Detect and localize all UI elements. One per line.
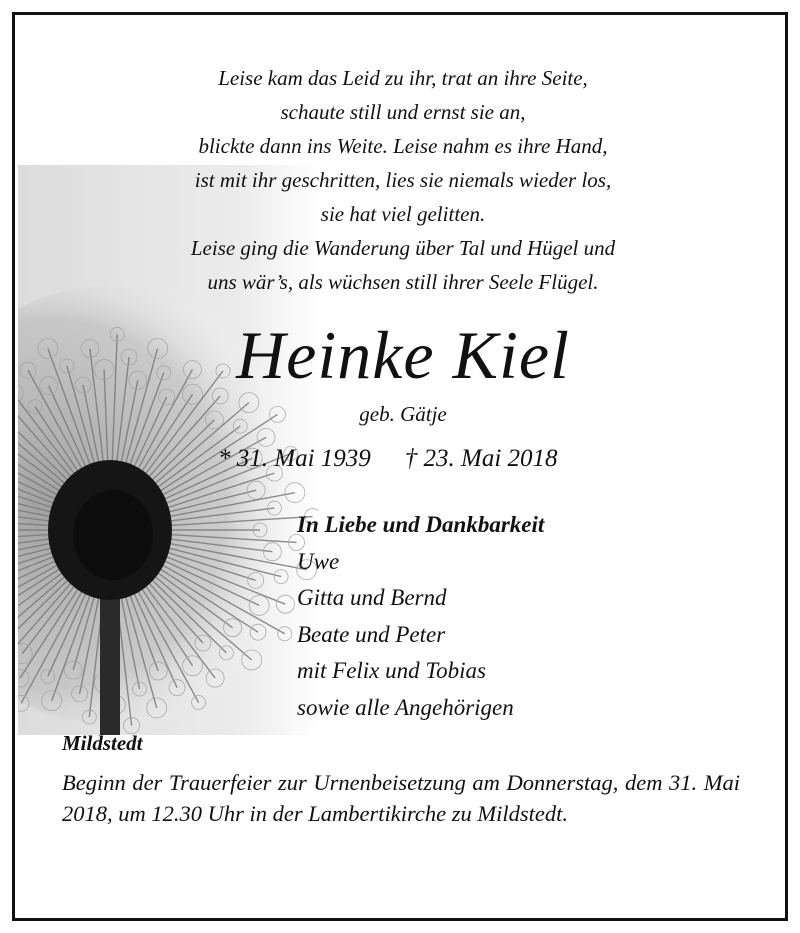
death-date: † 23. Mai 2018 xyxy=(404,445,558,472)
poem-line: ist mit ihr geschritten, lies sie niemals wieder los, xyxy=(194,168,612,192)
obituary-frame xyxy=(12,12,788,921)
poem-line: Leise ging die Wanderung über Tal und Hügel und xyxy=(190,236,616,260)
mourner-name: Gitta und Bernd xyxy=(297,585,447,610)
poem-line: blickte dann ins Weite. Leise nahm es ihre Hand, xyxy=(198,134,608,158)
life-dates xyxy=(218,443,558,475)
mourner-name: Beate und Peter xyxy=(297,621,446,647)
deceased-name: Heinke Kiel xyxy=(236,317,570,393)
poem-line: sie hat viel gelitten. xyxy=(320,202,486,226)
birth-date: * 31. Mai 1939 xyxy=(218,445,371,472)
mourners-list xyxy=(297,507,544,726)
maiden-name: geb. Gätje xyxy=(359,402,447,426)
poem xyxy=(15,61,788,299)
poem-line: uns wär’s, als wüchsen still ihrer Seele Flügel. xyxy=(207,270,599,294)
poem-line: schaute still und ernst sie an, xyxy=(280,100,526,124)
mourner-name: sowie alle Angehörigen xyxy=(297,694,514,720)
service-notice: Beginn der Trauerfeier zur Urnenbeisetzung am Donnerstag, dem 31. Mai 2018, um 12.30 Uhr in der Lambertikirche zu Mildstedt. xyxy=(62,770,740,826)
poem-line: Leise kam das Leid zu ihr, trat an ihre Seite, xyxy=(218,66,588,90)
mourner-name: Uwe xyxy=(297,548,340,574)
place-name: Mildstedt xyxy=(62,731,143,755)
mourners-intro: In Liebe und Dankbarkeit xyxy=(297,512,545,537)
mourner-name: mit Felix und Tobias xyxy=(297,658,486,683)
